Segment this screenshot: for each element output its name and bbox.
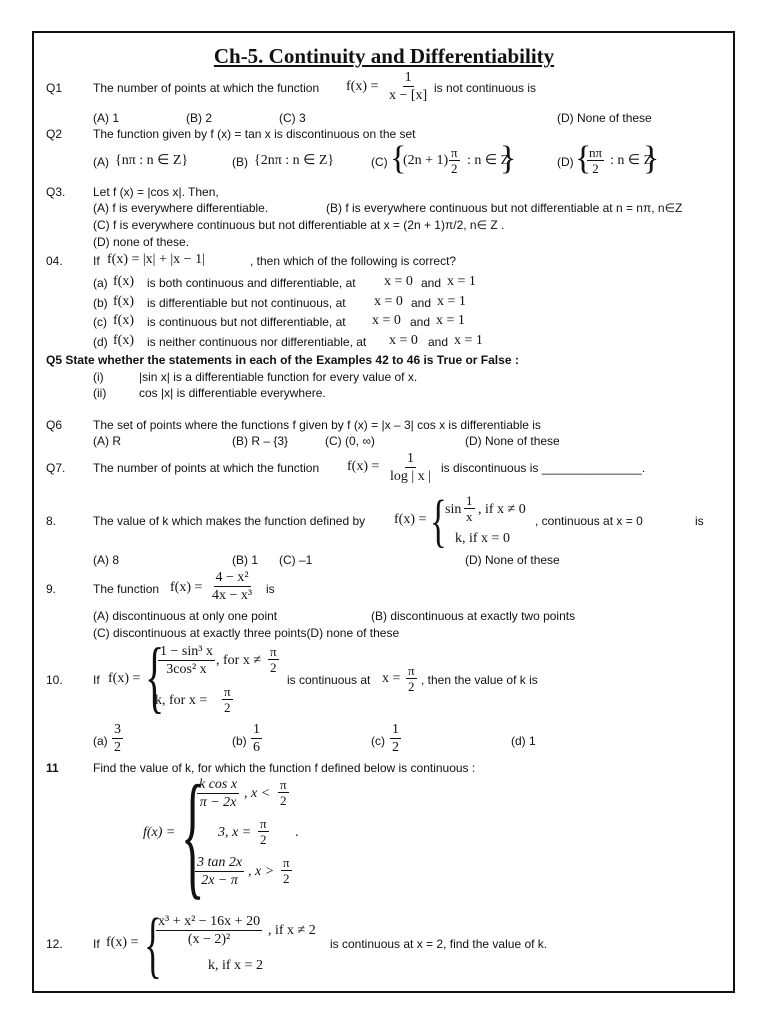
q9-fraction — [210, 570, 254, 603]
q1-option-a: (A) 1 — [93, 111, 120, 125]
q10-x-pi-fraction — [406, 664, 417, 693]
q10-case-1-cond: , for x ≠ — [216, 653, 262, 668]
q3-option-a: (A) f is everywhere differentiable. — [93, 201, 269, 215]
q8-fraction-numerator: 1 — [466, 493, 473, 508]
q7-text: The number of points at which the function — [93, 461, 320, 475]
q7-fx: f(x) = — [347, 459, 380, 474]
q4-option-c-text: is continuous but not differentiable, at — [147, 315, 346, 329]
q1-tail: is not continuous is — [434, 81, 537, 95]
q10-option-c-label: (c) — [371, 734, 385, 748]
q7-fraction-denominator: log | x | — [390, 469, 431, 484]
q4-option-b-text: is differentiable but not continuous, at — [147, 296, 346, 310]
q10-case-1-fraction — [158, 644, 215, 677]
q11-case-2-pi-fraction — [258, 817, 269, 846]
q11-case-3-pi-fraction — [281, 856, 292, 885]
q9-fraction-numerator: 4 − x² — [215, 570, 249, 585]
q10-case-1-two: 2 — [270, 660, 277, 675]
q2-option-a-label: (A) — [93, 155, 109, 169]
page-border — [32, 31, 735, 993]
q10-option-a-fraction — [112, 722, 123, 755]
q12-case-1-fraction — [156, 914, 262, 947]
q10-option-c-fraction — [390, 722, 401, 755]
q10-number: 10. — [46, 673, 63, 687]
q4-option-d-label: (d) — [93, 335, 108, 349]
q4-option-c-x1: x = 1 — [436, 313, 465, 328]
q10-option-a-denominator: 2 — [114, 740, 121, 755]
q11-case-1-fraction — [197, 777, 239, 810]
q8-option-a: (A) 8 — [93, 553, 120, 567]
q2-c-left-brace: { — [390, 140, 407, 177]
q10-case-1-pi: π — [270, 644, 277, 659]
q11-case-2-pi: π — [260, 816, 267, 831]
q7-tail: is discontinuous is _______________. — [441, 461, 646, 475]
q10-option-b-numerator: 1 — [253, 722, 260, 737]
q1-number: Q1 — [46, 81, 63, 95]
q4-option-d-x1: x = 1 — [454, 333, 483, 348]
q5-heading: Q5 State whether the statements in each of the Examples 42 to 46 is True or False : — [46, 353, 519, 367]
q1-text: The number of points at which the function — [93, 81, 320, 95]
q12-piecewise-brace: { — [144, 904, 162, 986]
q7-fraction — [388, 451, 433, 484]
q11-fx: f(x) = — [143, 825, 176, 840]
q1-option-d: (D) None of these — [557, 111, 652, 125]
q10-case-2-pi-fraction — [222, 685, 233, 714]
q10-case-2: k, for x = — [155, 693, 208, 708]
q11-number: 11 — [46, 761, 59, 775]
q6-option-d: (D) None of these — [465, 434, 560, 448]
q11-case-3-two: 2 — [283, 871, 290, 886]
q2-c-fraction — [449, 146, 460, 175]
q9-fraction-denominator: 4x − x³ — [212, 588, 253, 603]
q2-d-left-brace: { — [575, 140, 592, 177]
q10-tail: , then the value of k is — [421, 673, 538, 687]
q1-fx: f(x) = — [346, 79, 379, 94]
q10-x-pi: π — [408, 663, 415, 678]
q2-d-numerator: nπ — [589, 145, 603, 160]
q8-text: The value of k which makes the function defined by — [93, 514, 366, 528]
q9-option-c-d: (C) discontinuous at exactly three points(D) none of these — [93, 626, 400, 640]
q10-option-c-denominator: 2 — [392, 740, 399, 755]
q4-option-d-text: is neither continuous nor differentiable, at — [147, 335, 367, 349]
q10-option-b-denominator: 6 — [253, 740, 260, 755]
q1-fraction — [387, 70, 429, 103]
q11-case-3-numerator: 3 tan 2x — [197, 855, 243, 870]
q12-case-1-numerator: x³ + x² − 16x + 20 — [158, 914, 261, 929]
q11-case-3-fraction — [195, 855, 244, 888]
q4-option-c-f: f(x) — [113, 313, 134, 328]
q6-option-c: (C) (0, ∞) — [325, 434, 375, 448]
q2-c-pre: (2n + 1) — [403, 153, 449, 168]
q11-case-1-denominator: π − 2x — [199, 795, 237, 810]
q10-mid: is continuous at — [287, 673, 371, 687]
q10-case-1-pi-fraction — [268, 645, 279, 674]
q4-option-b-f: f(x) — [113, 294, 134, 309]
q8-fx: f(x) = — [394, 512, 427, 527]
q4-option-c-label: (c) — [93, 315, 107, 329]
q11-case-1-two: 2 — [280, 793, 287, 808]
q9-fx: f(x) = — [170, 580, 203, 595]
q8-sin: sin — [445, 502, 462, 517]
q2-c-right-brace: } — [500, 140, 517, 177]
q9-option-a: (A) discontinuous at only one point — [93, 609, 278, 623]
q5-item-1-text: |sin x| is a differentiable function for every value of x. — [139, 370, 418, 384]
q4-option-b-label: (b) — [93, 296, 108, 310]
q1-option-b: (B) 2 — [186, 111, 213, 125]
q12-case-2: k, if x = 2 — [208, 958, 263, 973]
q11-case-1-cond: , x < — [244, 786, 271, 801]
q2-d-right-brace: } — [643, 140, 660, 177]
q8-option-b: (B) 1 — [232, 553, 259, 567]
q9-text: The function — [93, 582, 160, 596]
q10-option-c-numerator: 1 — [392, 722, 399, 737]
q7-number: Q7. — [46, 461, 66, 475]
q12-if: If — [93, 937, 100, 951]
q9-option-b: (B) discontinuous at exactly two points — [371, 609, 576, 623]
q10-case-2-pi: π — [224, 684, 231, 699]
q10-option-a-label: (a) — [93, 734, 108, 748]
q3-number: Q3. — [46, 185, 66, 199]
q6-option-b: (B) R – {3} — [232, 434, 289, 448]
q10-if: If — [93, 673, 100, 687]
q4-option-d-and: and — [428, 335, 449, 349]
q12-fx: f(x) = — [106, 935, 139, 950]
q11-text: Find the value of k, for which the function f defined below is continuous : — [93, 761, 476, 775]
q10-fx: f(x) = — [108, 671, 141, 686]
q3-option-c: (C) f is everywhere continuous but not differentiable at x = (2n + 1)π/2, n∈ Z . — [93, 218, 505, 232]
q11-case-3-denominator: 2x − π — [201, 873, 238, 888]
q2-c-denominator: 2 — [451, 161, 458, 176]
q2-d-denominator: 2 — [592, 161, 599, 176]
q3-option-b: (B) f is everywhere continuous but not differentiable at n = nπ, n∈Z — [326, 201, 683, 215]
q8-fraction — [464, 494, 475, 523]
q2-option-a-set: {nπ : n ∈ Z} — [115, 153, 189, 168]
q10-case-1-denominator: 3cos² x — [166, 662, 207, 677]
q6-number: Q6 — [46, 418, 63, 432]
q6-text: The set of points where the functions f given by f (x) = |x – 3| cos x is differentiable is — [93, 418, 541, 432]
q8-is: is — [695, 514, 704, 528]
page-title: Ch-5. Continuity and Differentiability — [213, 44, 555, 68]
q11-case-3-cond: , x > — [248, 864, 275, 879]
q8-option-d: (D) None of these — [465, 553, 560, 567]
q10-x-eq: x = — [382, 671, 401, 686]
q10-case-2-two: 2 — [224, 700, 231, 715]
q4-option-a-f: f(x) — [113, 274, 134, 289]
q2-option-c-label: (C) — [371, 155, 388, 169]
q4-option-a-and: and — [421, 276, 442, 290]
q10-option-b-fraction — [251, 722, 262, 755]
q11-case-3-pi: π — [283, 855, 290, 870]
q10-x-two: 2 — [408, 679, 415, 694]
q8-number: 8. — [46, 514, 57, 528]
q2-number: Q2 — [46, 127, 63, 141]
q2-text: The function given by f (x) = tan x is discontinuous on the set — [93, 127, 416, 141]
q4-option-c-and: and — [410, 315, 431, 329]
q5-item-1-label: (i) — [93, 370, 104, 384]
q10-piecewise-brace: { — [145, 633, 165, 721]
q12-tail: is continuous at x = 2, find the value of k. — [330, 937, 548, 951]
q9-number: 9. — [46, 582, 57, 596]
q4-number: 04. — [46, 254, 63, 268]
q8-fraction-denominator: x — [466, 509, 473, 524]
q9-tail: is — [266, 582, 275, 596]
q10-case-1-numerator: 1 − sin³ x — [160, 644, 213, 659]
q8-case-2: k, if x = 0 — [455, 531, 510, 546]
q11-case-2-two: 2 — [260, 832, 267, 847]
q11-dot: . — [295, 825, 299, 840]
q11-case-1-pi: π — [280, 777, 287, 792]
q4-option-a-x0: x = 0 — [384, 274, 413, 289]
q4-option-a-x1: x = 1 — [447, 274, 476, 289]
q4-option-d-x0: x = 0 — [389, 333, 418, 348]
q2-d-fraction — [587, 146, 604, 175]
q5-item-2-label: (ii) — [93, 386, 107, 400]
q8-tail: , continuous at x = 0 — [535, 514, 643, 528]
q4-tail: , then which of the following is correct? — [250, 254, 457, 268]
q2-d-post: : n ∈ Z — [610, 153, 653, 168]
q10-option-d: (d) 1 — [511, 734, 536, 748]
q10-option-a-numerator: 3 — [114, 722, 121, 737]
q4-option-b-x0: x = 0 — [374, 294, 403, 309]
q2-c-post: : n ∈ Z — [467, 153, 510, 168]
q2-option-b-label: (B) — [232, 155, 248, 169]
q10-option-b-label: (b) — [232, 734, 247, 748]
q5-item-2-text: cos |x| is differentiable everywhere. — [139, 386, 326, 400]
q4-function: f(x) = |x| + |x − 1| — [107, 252, 205, 267]
q4-option-b-and: and — [411, 296, 432, 310]
q4-option-d-f: f(x) — [113, 333, 134, 348]
q4-option-b-x1: x = 1 — [437, 294, 466, 309]
q1-fraction-numerator: 1 — [404, 70, 412, 85]
q4-option-a-text: is both continuous and differentiable, at — [147, 276, 356, 290]
q6-option-a: (A) R — [93, 434, 121, 448]
q1-fraction-denominator: x − [x] — [389, 88, 428, 103]
q4-option-c-x0: x = 0 — [372, 313, 401, 328]
q12-number: 12. — [46, 937, 63, 951]
q12-case-1-cond: , if x ≠ 2 — [268, 923, 316, 938]
q3-option-d: (D) none of these. — [93, 235, 190, 249]
q11-case-1-pi-fraction — [278, 778, 289, 807]
q11-case-2: 3, x = — [218, 825, 252, 840]
q8-piecewise-brace: { — [430, 488, 447, 553]
q7-fraction-numerator: 1 — [407, 451, 414, 466]
q3-stem: Let f (x) = |cos x|. Then, — [93, 185, 219, 199]
q8-case-1: , if x ≠ 0 — [478, 502, 526, 517]
q1-option-c: (C) 3 — [279, 111, 306, 125]
q2-option-b-set: {2nπ : n ∈ Z} — [254, 153, 335, 168]
q2-c-numerator: π — [451, 145, 458, 160]
q11-case-1-numerator: k cos x — [199, 777, 238, 792]
q8-option-c: (C) –1 — [279, 553, 313, 567]
q11-piecewise-brace: { — [181, 757, 205, 912]
q2-option-d-label: (D) — [557, 155, 574, 169]
q4-if: If — [93, 254, 100, 268]
q4-option-a-label: (a) — [93, 276, 108, 290]
q12-case-1-denominator: (x − 2)² — [187, 932, 231, 947]
